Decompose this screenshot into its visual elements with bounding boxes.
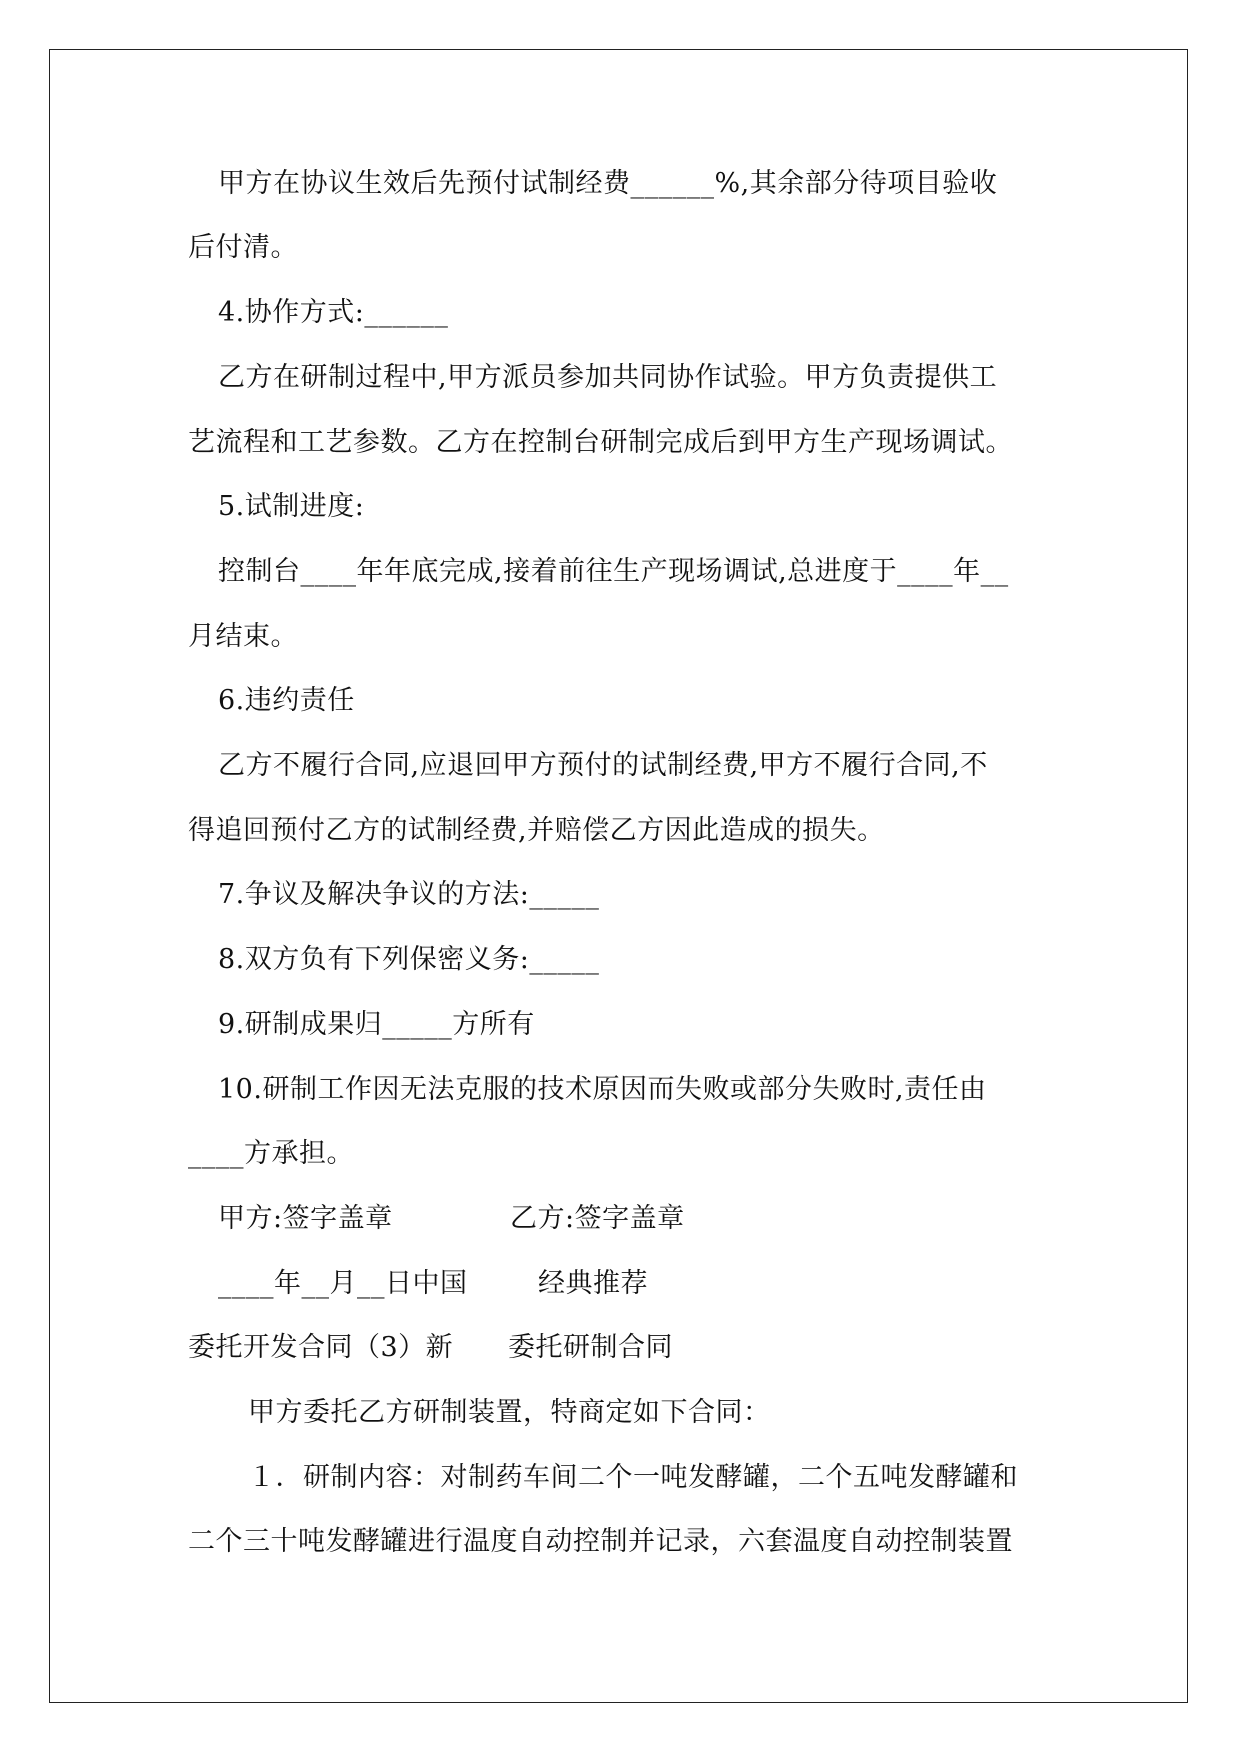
clause-9: 9.研制成果归_____方所有 xyxy=(218,1009,535,1040)
contract-intro: 甲方委托乙方研制装置，特商定如下合同： xyxy=(248,1397,771,1428)
clause-6-heading: 6.违约责任 xyxy=(218,685,355,716)
clause-10-cont: ____方承担。 xyxy=(188,1138,354,1169)
paragraph-liability: 乙方不履行合同,应退回甲方预付的试制经费,甲方不履行合同,不 xyxy=(218,750,988,781)
recommend-label: 经典推荐 xyxy=(538,1268,648,1299)
party-b-signature: 乙方:签字盖章 xyxy=(510,1203,685,1234)
paragraph-schedule-cont: 月结束。 xyxy=(188,621,298,652)
contract-item-1-cont: 二个三十吨发酵罐进行温度自动控制并记录，六套温度自动控制装置 xyxy=(188,1526,1013,1557)
clause-4-heading: 4.协作方式:______ xyxy=(218,297,449,328)
paragraph-prepayment: 甲方在协议生效后先预付试制经费______%,其余部分待项目验收 xyxy=(218,168,998,199)
paragraph-liability-cont: 得追回预付乙方的试制经费,并赔偿乙方因此造成的损失。 xyxy=(188,815,885,846)
contract-item-1: １．研制内容：对制药车间二个一吨发酵罐，二个五吨发酵罐和 xyxy=(248,1462,1018,1493)
clause-10: 10.研制工作因无法克服的技术原因而失败或部分失败时,责任由 xyxy=(218,1074,987,1105)
paragraph-schedule: 控制台____年年底完成,接着前往生产现场调试,总进度于____年__ xyxy=(218,556,1009,587)
party-a-signature: 甲方:签字盖章 xyxy=(218,1203,393,1234)
section-heading-left: 委托开发合同（3）新 xyxy=(188,1332,454,1363)
clause-8: 8.双方负有下列保密义务:_____ xyxy=(218,944,600,975)
clause-7: 7.争议及解决争议的方法:_____ xyxy=(218,879,600,910)
paragraph-cooperation: 乙方在研制过程中,甲方派员参加共同协作试验。甲方负责提供工 xyxy=(218,362,998,393)
paragraph-prepayment-cont: 后付清。 xyxy=(188,232,298,263)
section-heading-right: 委托研制合同 xyxy=(508,1332,673,1363)
paragraph-cooperation-cont: 艺流程和工艺参数。乙方在控制台研制完成后到甲方生产现场调试。 xyxy=(188,427,1013,458)
clause-5-heading: 5.试制进度: xyxy=(218,491,365,522)
date-line: ____年__月__日中国 xyxy=(218,1268,468,1299)
